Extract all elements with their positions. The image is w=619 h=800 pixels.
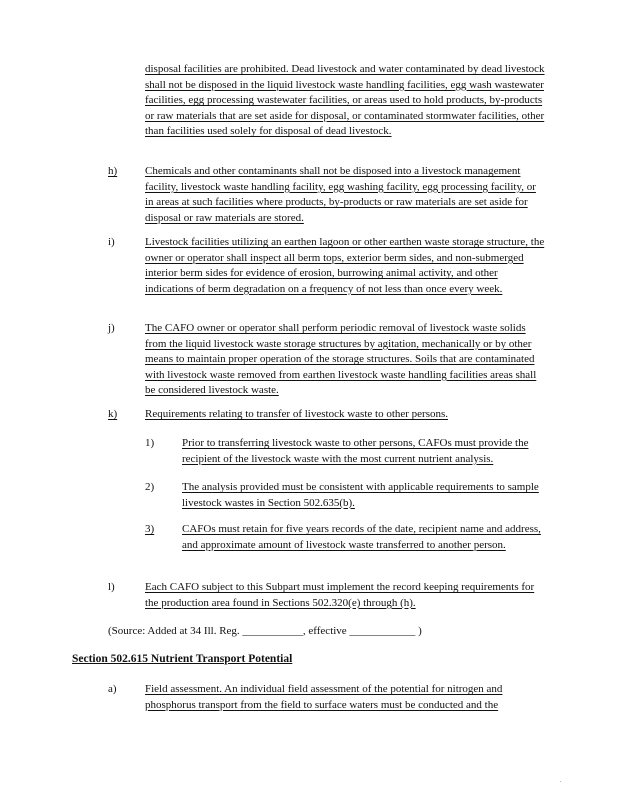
subitem-3-label: 3) bbox=[145, 523, 155, 535]
item-h-label: h) bbox=[108, 165, 118, 177]
subitem-1-text: Prior to transferring livestock waste to other persons, CAFOs must provide the recipient of the livestock waste with the most current nutrient analysis. bbox=[182, 437, 529, 465]
item-i-label: i) bbox=[108, 236, 115, 248]
section-heading: Section 502.615 Nutrient Transport Potential bbox=[72, 653, 293, 665]
item-h-text: Chemicals and other contaminants shall not be disposed into a livestock management facility, livestock waste handling facility, egg washing facility, egg processing facility, or in areas at such facilities where products, by-products or raw materials are set aside for disposal or raw materials are stored. bbox=[145, 165, 536, 224]
intro-paragraph: disposal facilities are prohibited. Dead livestock and water contaminated by dead livestock shall not be disposed in the liquid livestock waste handling facilities, egg wash wastewater facilities, egg processing wastewater facilities, or areas used to hold products, by-products or raw materials that are set aside for disposal, or contaminated stormwater facilities, other than facilities used solely for disposal of dead livestock. bbox=[145, 63, 545, 137]
item-l-label: l) bbox=[108, 581, 115, 593]
source-note: (Source: Added at 34 Ill. Reg. ___________, effective ____________ ) bbox=[108, 625, 422, 637]
item-i-text: Livestock facilities utilizing an earthen lagoon or other earthen waste storage structure, the owner or operator shall inspect all berm tops, exterior berm sides, and non-submerged interior berm sides for evidence of erosion, burrowing animal activity, and other indications of berm degradation on a frequency of not less than once every week. bbox=[145, 236, 545, 295]
item-a-text: Field assessment. An individual field assessment of the potential for nitrogen and phosphorus transport from the field to surface waters must be conducted and the bbox=[145, 683, 503, 711]
item-a-label: a) bbox=[108, 683, 117, 695]
subitem-2-text: The analysis provided must be consistent with applicable requirements to sample livestock wastes in Section 502.635(b). bbox=[182, 481, 539, 509]
item-j-label: j) bbox=[108, 322, 115, 334]
page-dot: . bbox=[560, 778, 562, 784]
item-l-text: Each CAFO subject to this Subpart must implement the record keeping requirements for the production area found in Sections 502.320(e) through (h). bbox=[145, 581, 535, 609]
item-j-text: The CAFO owner or operator shall perform periodic removal of livestock waste solids from the liquid livestock waste storage structures by agitation, mechanically or by other means to maintain proper operation of the storage structures. Soils that are contaminated with livestock waste removed from earthen livestock waste handling facilities areas shall be considered livestock waste. bbox=[145, 322, 537, 396]
item-k-label: k) bbox=[108, 408, 118, 420]
item-k-text: Requirements relating to transfer of livestock waste to other persons. bbox=[145, 408, 449, 420]
subitem-3-text: CAFOs must retain for five years records of the date, recipient name and address, and approximate amount of livestock waste transferred to another person. bbox=[182, 523, 541, 551]
subitem-2-label: 2) bbox=[145, 481, 155, 493]
subitem-1-label: 1) bbox=[145, 437, 155, 449]
